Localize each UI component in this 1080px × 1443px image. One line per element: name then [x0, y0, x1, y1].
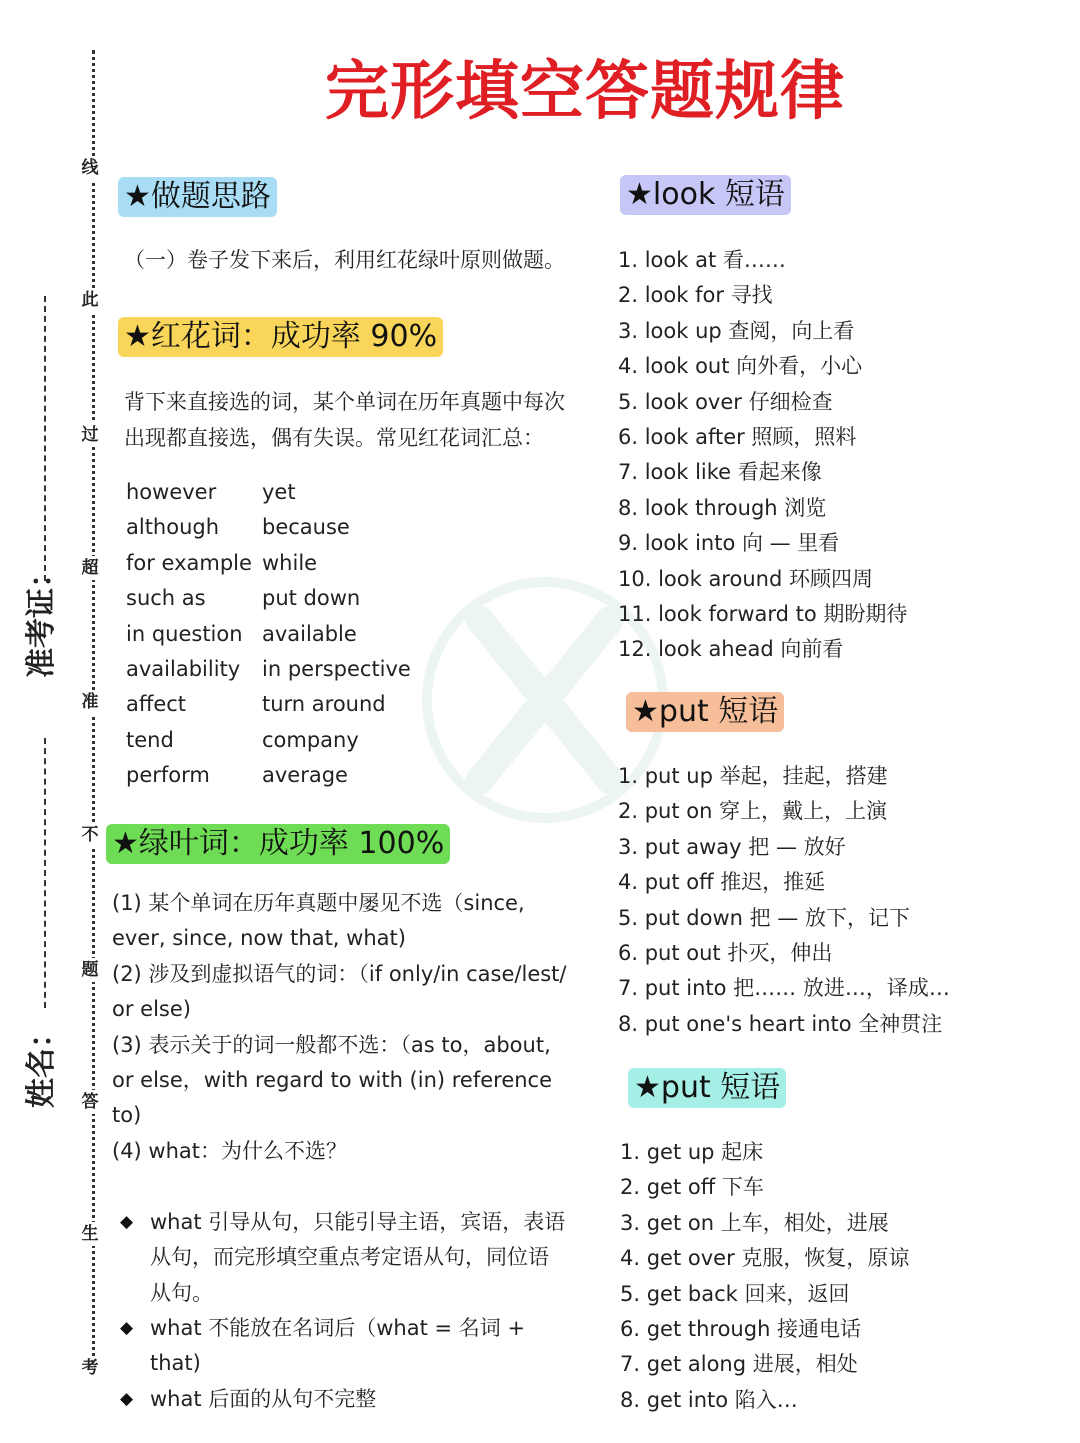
- red-words-header: ★红花词：成功率 90%: [118, 317, 443, 357]
- id-label: 准考证：: [24, 558, 59, 678]
- red-word: while: [262, 550, 318, 575]
- red-word: although: [126, 515, 220, 540]
- bullet-line: 从句，而完形填空重点考定语从句，同位语: [150, 1245, 549, 1270]
- look-item: 11. look forward to 期盼期待: [618, 601, 908, 626]
- bullet-line: what 不能放在名词后（what = 名词 +: [150, 1316, 526, 1340]
- red-words-col-1: [126, 475, 252, 794]
- put-header: ★put 短语: [626, 692, 784, 732]
- put-item: 1. put up 举起，挂起，搭建: [618, 764, 888, 788]
- bullet-diamond-icon: ◆: [120, 1212, 134, 1232]
- put-item: 4. put off 推迟，推延: [618, 870, 826, 895]
- red-word: company: [262, 727, 359, 752]
- get-item: 4. get over 克服，恢复，原谅: [620, 1246, 910, 1271]
- look-item: 12. look ahead 向前看: [618, 637, 844, 662]
- look-item: 1. look at 看……: [618, 248, 786, 272]
- name-label: 姓名：: [24, 1018, 59, 1108]
- look-list: [618, 243, 907, 668]
- seal-char: 此: [78, 288, 102, 312]
- red-word: however: [126, 480, 217, 504]
- put-item: 6. put out 扑灭，伸出: [618, 940, 833, 965]
- thinking-header: ★做题思路: [118, 177, 277, 217]
- put-item: 3. put away 把 — 放好: [618, 834, 846, 859]
- green-line: (3) 表示关于的词一般都不选：（as to，about,: [112, 1032, 551, 1057]
- seal-char: 题: [78, 958, 102, 982]
- green-line: (1) 某个单词在历年真题中屡见不选（since,: [112, 891, 525, 915]
- red-word: average: [262, 763, 348, 788]
- bullet-1: [150, 1205, 565, 1311]
- seal-char: 线: [78, 156, 102, 180]
- red-word: turn around: [262, 692, 386, 717]
- look-item: 7. look like 看起来像: [618, 460, 822, 485]
- bullet-line: that): [150, 1351, 201, 1376]
- red-word: yet: [262, 480, 296, 504]
- look-item: 3. look up 查阅，向上看: [618, 318, 855, 343]
- bullet-diamond-icon: ◆: [120, 1318, 134, 1338]
- look-item: 8. look through 浏览: [618, 495, 827, 520]
- get-item: 2. get off 下车: [620, 1175, 764, 1200]
- bullet-line: what 后面的从句不完整: [150, 1387, 377, 1411]
- green-line: or else，with regard to with (in) reference: [112, 1067, 553, 1092]
- look-item: 9. look into 向 — 里看: [618, 531, 840, 556]
- red-word: available: [262, 621, 357, 646]
- red-word: because: [262, 515, 350, 540]
- put-item: 7. put into 把…… 放进…，译成…: [618, 976, 950, 1001]
- red-word: such as: [126, 586, 206, 611]
- page-title: 完形填空答题规律: [325, 55, 845, 129]
- get-item: 3. get on 上车，相处，进展: [620, 1210, 889, 1235]
- seal-char: 准: [78, 690, 102, 714]
- red-word: for example: [126, 550, 252, 575]
- look-item: 10. look around 环顾四周: [618, 566, 873, 591]
- bullet-line: what 引导从句，只能引导主语，宾语，表语: [150, 1210, 566, 1234]
- thinking-text: （一）卷子发下来后，利用红花绿叶原则做题。: [124, 248, 565, 272]
- get-item: 7. get along 进展，相处: [620, 1352, 858, 1377]
- bullet-2: [150, 1311, 525, 1382]
- look-item: 6. look after 照顾，照料: [618, 424, 857, 449]
- look-item: 2. look for 寻找: [618, 283, 773, 308]
- green-words-header: ★绿叶词：成功率 100%: [106, 824, 450, 864]
- seal-char: 考: [78, 1356, 102, 1380]
- green-line: ever, since, now that, what): [112, 926, 406, 951]
- red-word: in perspective: [262, 656, 411, 681]
- green-line: to): [112, 1103, 142, 1128]
- look-item: 5. look over 仔细检查: [618, 389, 833, 414]
- id-dashed-line: [44, 296, 46, 581]
- get-item: 8. get into 陷入…: [620, 1387, 798, 1412]
- get-item: 1. get up 起床: [620, 1140, 764, 1164]
- green-line: (2) 涉及到虚拟语气的词：（if only/in case/lest/: [112, 961, 567, 986]
- get-item: 5. get back 回来，返回: [620, 1281, 850, 1306]
- red-words-desc-1: 背下来直接选的词，某个单词在历年真题中每次: [124, 390, 565, 414]
- red-word: availability: [126, 656, 241, 681]
- name-dashed-line: [44, 738, 46, 1008]
- put-item: 2. put on 穿上，戴上，上演: [618, 799, 888, 824]
- seal-char: 答: [78, 1090, 102, 1114]
- green-line: (4) what：为什么不选？: [112, 1138, 348, 1163]
- red-word: in question: [126, 621, 243, 646]
- get-header: ★put 短语: [628, 1068, 786, 1108]
- put-item: 8. put one's heart into 全神贯注: [618, 1011, 943, 1036]
- seal-char: 超: [78, 556, 102, 580]
- put-list: [618, 759, 950, 1042]
- get-list: [620, 1135, 909, 1418]
- seal-char: 生: [78, 1222, 102, 1246]
- get-item: 6. get through 接通电话: [620, 1316, 862, 1341]
- bullet-diamond-icon: ◆: [120, 1389, 134, 1409]
- look-item: 4. look out 向外看，小心: [618, 354, 863, 379]
- bullet-line: 从句。: [150, 1280, 213, 1305]
- put-item: 5. put down 把 — 放下，记下: [618, 905, 910, 930]
- bullet-3: [150, 1382, 376, 1417]
- red-word: tend: [126, 727, 174, 752]
- red-words-desc-2: 出现都直接选，偶有失误。常见红花词汇总：: [124, 426, 544, 450]
- green-words-list: [112, 886, 567, 1169]
- red-word: put down: [262, 586, 361, 611]
- red-words-col-2: [262, 475, 411, 794]
- seal-char: 过: [78, 423, 102, 447]
- red-word: perform: [126, 763, 210, 788]
- green-line: or else): [112, 997, 191, 1022]
- look-header: ★look 短语: [620, 175, 791, 215]
- seal-char: 不: [78, 823, 102, 847]
- red-word: affect: [126, 692, 187, 717]
